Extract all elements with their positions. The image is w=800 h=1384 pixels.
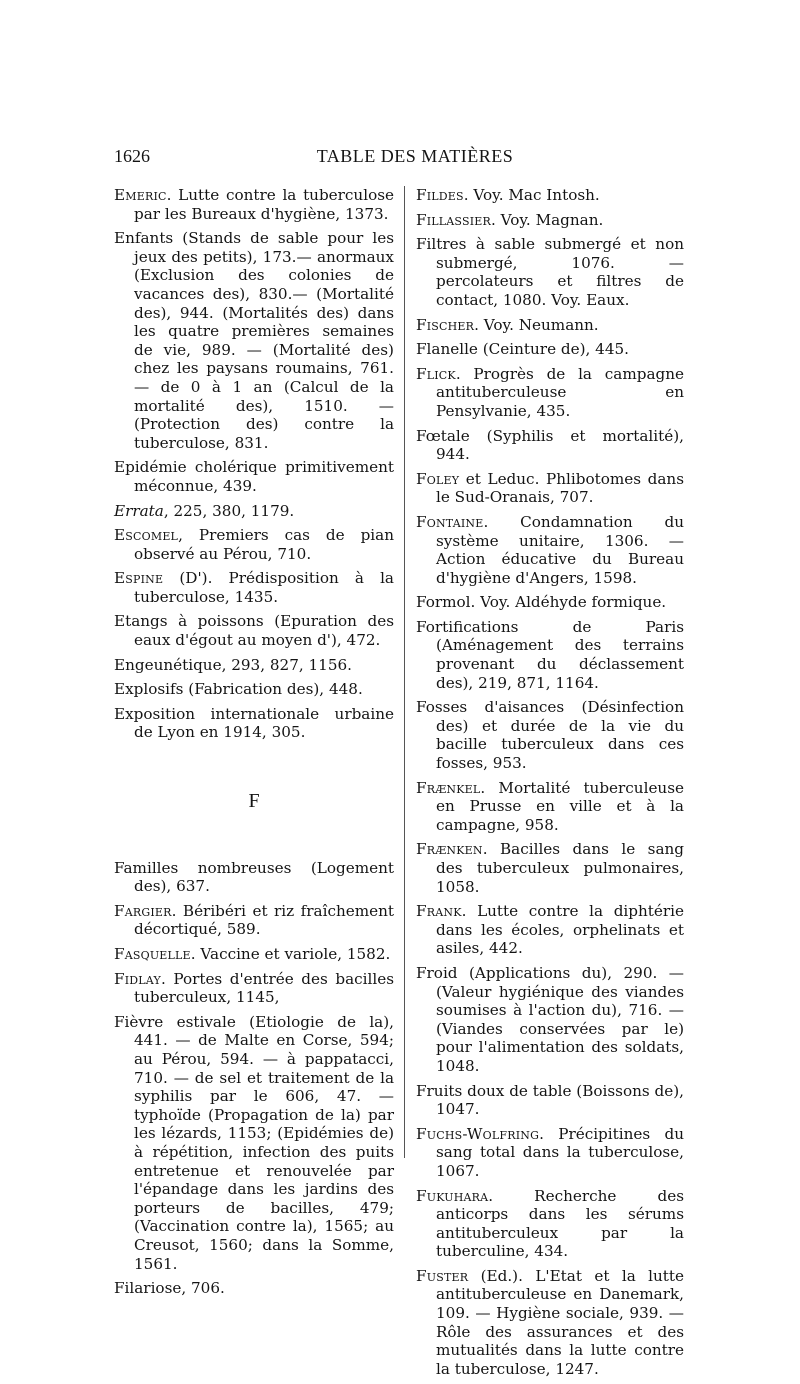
entry-author: Frank — [416, 902, 462, 921]
entry-text: . Lutte contre la diphtérie dans les écoles, orphelinats et asiles, 442. — [436, 902, 684, 958]
entry-text: , Premiers cas de pian observé au Pérou, 710. — [134, 526, 394, 563]
entry-author: Fildes — [416, 186, 464, 204]
entry-text: et Leduc. Phlibotomes dans le Sud-Oranais, 707. — [436, 469, 684, 507]
entry-text: Fièvre estivale (Etiologie de la), 441. — de Malte en Corse, 594; au Pérou, 594. — à pappatacci, 710. — de sel et traitement de la syphilis par le 606, 47. — typhoïde (Propagation de la) par les lézards, 1153; (Epidémies de) à répétition, infection des puits entretenue et renouvelée par l'épandage dans les jardins des porteurs de bacilles, 479; (Vaccination contre la), 1565; au Creusot, 1560; dans la Somme, 1561. — [114, 1012, 394, 1273]
entry-text: Epidémie cholérique primitivement méconnue, 439. — [114, 458, 394, 495]
entry-text: Formol. Voy. Aldéhyde formique. — [416, 593, 667, 612]
entry-text: Engeunétique, 293, 827, 1156. — [114, 655, 353, 674]
entry-text: Explosifs (Fabrication des), 448. — [114, 680, 363, 699]
entry-text: Froid (Applications du), 290. — (Valeur hygiénique des viandes soumises à l'action du), 716. — (Viandes conservées par le) pour l'alimentation des soldats, 1048. — [416, 963, 684, 1075]
entry-text: . Mortalité tuberculeuse en Prusse en ville et à la campagne, 958. — [436, 778, 684, 834]
index-entry — [416, 427, 684, 464]
entry-text: . Lutte contre la tuberculose par les Bureaux d'hygiène, 1373. — [134, 186, 394, 223]
index-entry — [114, 612, 394, 649]
entry-author: Fukuhara — [416, 1186, 489, 1205]
entry-author: Fidlay — [114, 969, 161, 988]
entry-text: , 225, 380, 1179. — [163, 501, 295, 520]
entry-text: . Portes d'entrée des bacilles tuberculeux, 1145, — [134, 969, 394, 1007]
entry-text: Fruits doux de table (Boissons de), 1047. — [416, 1081, 684, 1119]
index-entry — [416, 618, 684, 692]
entry-text: . Précipitines du sang total dans la tuberculose, 1067. — [436, 1124, 684, 1180]
right-column — [416, 186, 684, 1384]
index-entry — [114, 526, 394, 563]
index-entry — [416, 365, 684, 421]
index-entry — [114, 859, 394, 896]
entry-text: Fosses d'aisances (Désinfection des) et durée de la vie du bacille tuberculeux dans ces fosses, 953. — [416, 698, 684, 773]
entry-author: Foley — [416, 469, 460, 488]
entry-text: Familles nombreuses (Logement des), 637. — [114, 858, 394, 896]
index-entry — [416, 235, 684, 309]
entry-text: Exposition internationale urbaine de Lyon en 1914, 305. — [114, 704, 394, 742]
entry-text: Etangs à poissons (Epuration des eaux d'égout au moyen d'), 472. — [114, 612, 394, 650]
page-number: 1626 — [114, 146, 150, 166]
index-entry — [114, 569, 394, 606]
entry-author: Fischer — [416, 315, 475, 334]
section-letter-f: F — [248, 790, 260, 813]
index-entry — [416, 211, 684, 230]
entry-text: . Recherche des anticorps dans les sérums antituberculeux par la tuberculine, 434. — [436, 1186, 684, 1261]
entry-text: Fœtale (Syphilis et mortalité), 944. — [416, 426, 684, 464]
index-entry — [416, 470, 684, 507]
entry-text: . Progrès de la campagne antituberculeuse en Pensylvanie, 435. — [436, 364, 684, 420]
entry-text: (Ed.). L'Etat et la lutte antituberculeuse en Danemark, 109. — Hygiène sociale, 939. — Rôle des assurances et des mutualités dans la lutte contre la tuberculose, 1247. — [436, 1266, 684, 1378]
index-entry — [114, 1013, 394, 1273]
entry-text: Filariose, 706. — [114, 1279, 225, 1298]
index-entry — [114, 680, 394, 699]
index-entry — [416, 698, 684, 772]
index-entry — [114, 186, 394, 223]
entry-author: Escomel — [114, 526, 179, 545]
entry-author: Fillassier — [416, 210, 491, 229]
entry-author: Fasquelle — [114, 945, 191, 963]
entry-text: Fortifications de Paris (Aménagement des terrains provenant du déclassement des), 219, 871, 1164. — [416, 617, 684, 692]
entry-author: Frænkel — [416, 778, 481, 797]
entry-text: . Condamnation du système unitaire, 1306. — Action éducative du Bureau d'hygiène d'Angers, 1598. — [436, 512, 684, 587]
entry-author: Emeric — [114, 186, 167, 204]
entry-author: Errata — [114, 501, 164, 520]
entry-author: Fontaine — [416, 512, 484, 531]
index-entry — [416, 902, 684, 958]
entry-author: Fargier — [114, 901, 172, 920]
index-entry — [114, 705, 394, 742]
index-entry — [416, 1187, 684, 1261]
entry-text: . Vaccine et variole, 1582. — [190, 945, 391, 963]
entry-text: Enfants (Stands de sable pour les jeux des petits), 173.— anormaux (Exclusion des colonies de vacances des), 830.— (Mortalité des), 944. (Mortalités des) dans les quatre premières semaines de vie, 989. — (Mortalité des) chez les paysans roumains, 761. — de 0 à 1 an (Calcul de la mortalité des), 1510. — (Protection des) contre la tuberculose, 831. — [114, 229, 394, 452]
column-divider — [404, 186, 405, 1158]
index-entry — [114, 229, 394, 452]
entry-text: Filtres à sable submergé et non submergé, 1076. — percolateurs et filtres de contact, 1080. Voy. Eaux. — [416, 235, 684, 309]
entry-author: Espine — [114, 569, 164, 588]
entry-text: . Voy. Mac Intosh. — [463, 186, 600, 204]
index-entry — [114, 945, 394, 964]
index-entry — [114, 656, 394, 675]
entry-text: Flanelle (Ceinture de), 445. — [416, 340, 629, 359]
index-entry — [416, 340, 684, 359]
entry-text: . Voy. Neumann. — [474, 315, 599, 334]
index-entry — [416, 779, 684, 835]
running-title: TABLE DES MATIÈRES — [316, 146, 514, 166]
index-entry — [416, 1125, 684, 1181]
entry-text: . Bacilles dans le sang des tuberculeux pulmonaires, 1058. — [436, 840, 684, 896]
index-entry — [416, 513, 684, 587]
entry-author: Frænken — [416, 840, 483, 859]
entry-text: . Béribéri et riz fraîchement décortiqué, 589. — [134, 901, 394, 939]
index-entry — [416, 1267, 684, 1379]
index-entry — [114, 902, 394, 939]
index-entry — [114, 1279, 394, 1298]
index-entry — [114, 970, 394, 1007]
index-entry — [416, 593, 684, 612]
entry-author: Flick — [416, 364, 456, 383]
entry-text: . Voy. Magnan. — [490, 210, 604, 229]
index-entry — [416, 964, 684, 1076]
left-column — [114, 186, 394, 1304]
index-entry — [114, 502, 394, 521]
index-entry — [416, 840, 684, 896]
index-entry — [416, 186, 684, 205]
index-entry — [416, 316, 684, 335]
index-entry — [114, 458, 394, 495]
index-entry — [416, 1082, 684, 1119]
entry-author: Fuster — [416, 1266, 469, 1285]
entry-author: Fuchs-Wolfring — [416, 1124, 540, 1143]
entry-text: (D'). Prédisposition à la tuberculose, 1435. — [134, 569, 394, 606]
